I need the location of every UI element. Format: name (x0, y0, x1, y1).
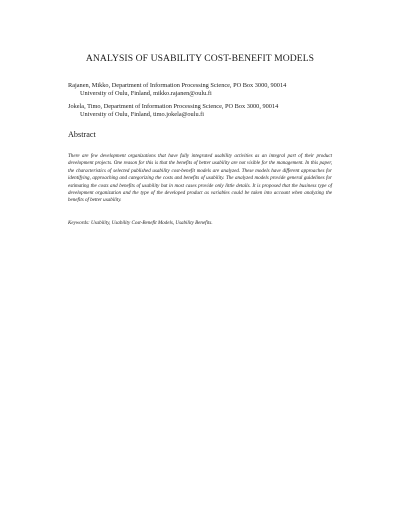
author-block-1 (68, 82, 368, 99)
author-affiliation-line: Rajanen, Mikko, Department of Information Processing Science, PO Box 3000, 90014 (68, 82, 287, 89)
abstract-text: There are few development organizations that have fully integrated usability activities as an integral part of their product development projects. One reason for this is that the benefits of better usability are not visible for the management. In this paper, the characteristics of selected published usability cost-benefit models are analyzed. These models have different approaches for identifying, approaching and categorizing the costs and benefits of usability. The analyzed models provide general guidelines for estimating the costs and benefits of usability but in most cases provide only little details. It is proposed that the business type of development organization and the type of the developed product as variables could be taken into account when analyzing the benefits of better usability. (68, 153, 332, 204)
paper-title: ANALYSIS OF USABILITY COST-BENEFIT MODELS (85, 53, 315, 64)
author-affiliation-line: Jokela, Timo, Department of Information Processing Science, PO Box 3000, 90014 (68, 103, 279, 110)
author-email-line: University of Oulu, Finland, mikko.rajanen@oulu.fi (80, 90, 212, 98)
abstract-heading: Abstract (68, 130, 96, 139)
author-email-line: University of Oulu, Finland, timo.jokela@oulu.fi (80, 111, 205, 119)
author-block-2 (68, 103, 368, 120)
keywords-line: Keywords: Usability, Usability Cost-Benefit Models, Usability Benefits. (68, 220, 213, 226)
